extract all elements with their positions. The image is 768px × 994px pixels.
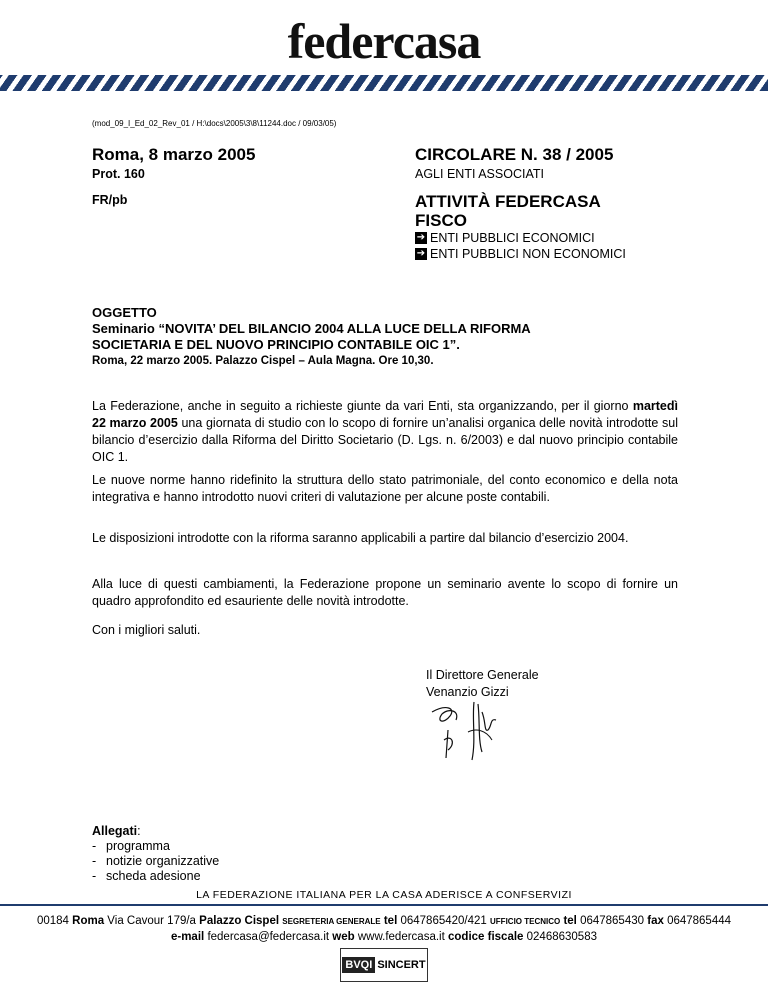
footer-contacts [0, 931, 768, 943]
subject-line-3: Roma, 22 marzo 2005. Palazzo Cispel – Aula Magna. Ore 10,30. [92, 355, 434, 367]
attachment-item [92, 854, 219, 869]
footer-fax-label: fax [647, 915, 664, 927]
list-dash: - [92, 869, 97, 883]
body-paragraph-2: Le nuove norme hanno ridefinito la struttura dello stato patrimoniale, del conto economico e della nota integrativa e hanno introdotto nuovi criteri di valutazione per alcune poste contabili. [92, 473, 678, 504]
activity-title: ATTIVITÀ FEDERCASA [415, 192, 601, 211]
body-text: una giornata di studio con lo scopo di fornire un’analisi organica delle novità introdotte sul bilancio d’esercizio dalla Riforma del Diritto Societario (D. Lgs. n. 6/2003) e dal nuovo principio contabile OIC 1. [92, 416, 678, 464]
header-stripe [0, 75, 768, 91]
attachment-label: scheda adesione [106, 869, 201, 883]
footer-seg-label: SEGRETERIA GENERALE [282, 917, 381, 926]
attachment-label: programma [106, 839, 170, 853]
body-paragraph-1 [92, 398, 678, 466]
target-item [415, 230, 626, 246]
footer-cf-label: codice fiscale [448, 931, 524, 943]
sincert-mark: SINCERT [377, 959, 426, 971]
subject-block [92, 305, 531, 369]
arrow-right-icon: ➔ [416, 248, 426, 259]
subject-line-2: SOCIETARIA E DEL NUOVO PRINCIPIO CONTABILE OIC 1”. [92, 337, 460, 352]
body-paragraph-4: Alla luce di questi cambiamenti, la Federazione propone un seminario avente lo scopo di fornire un quadro approfondito ed esauriente delle novità introdotte. [92, 577, 678, 608]
activity-area: FISCO [415, 211, 467, 230]
arrow-right-icon: ➔ [416, 232, 426, 243]
footer-tech-tel: 0647865430 [580, 915, 645, 927]
footer-divider [0, 904, 768, 906]
circolare-number: CIRCOLARE N. 38 / 2005 [415, 145, 614, 164]
target-item [415, 246, 626, 262]
document-reference: (mod_09_I_Ed_02_Rev_01 / H:\docs\2005\3\8\11244.doc / 09/03/05) [92, 119, 337, 128]
list-dash: - [92, 854, 97, 868]
attachments-heading [92, 824, 219, 839]
target-label: ENTI PUBBLICI ECONOMICI [430, 231, 595, 245]
attachments-block [92, 824, 219, 884]
recipients: AGLI ENTI ASSOCIATI [415, 167, 544, 181]
list-dash: - [92, 839, 97, 853]
footer-building: Palazzo Cispel [199, 915, 280, 927]
attachment-item [92, 839, 219, 854]
letter-date: Roma, 8 marzo 2005 [92, 145, 256, 164]
footer-tech-label: UFFICIO TECNICO [490, 917, 561, 926]
footer-cf: 02468630583 [526, 931, 597, 943]
footer-email-label: e-mail [170, 931, 205, 943]
signature-block [426, 667, 539, 701]
subject-label: OGGETTO [92, 305, 157, 320]
attachments-label: Allegati [92, 824, 138, 838]
footer-address [0, 915, 768, 927]
bvqi-mark: BVQI [342, 957, 375, 973]
footer-tel-label: tel [383, 915, 398, 927]
body-text: La Federazione, anche in seguito a richieste giunte da vari Enti, sta organizzando, per il giorno [92, 399, 633, 413]
body-paragraph-3: Le disposizioni introdotte con la riforma saranno applicabili a partire dal bilancio d’esercizio 2004. [92, 531, 629, 545]
author-initials: FR/pb [92, 193, 128, 207]
footer-city: Roma [72, 915, 105, 927]
attachment-item [92, 869, 219, 884]
attachments-colon: : [137, 824, 141, 838]
confservizi-notice: LA FEDERAZIONE ITALIANA PER LA CASA ADERISCE A CONFSERVIZI [196, 889, 572, 901]
subject-line-1: Seminario “NOVITA’ DEL BILANCIO 2004 ALLA LUCE DELLA RIFORMA [92, 321, 531, 336]
footer-street: Via Cavour 179/a [107, 915, 196, 927]
handwritten-signature [426, 700, 506, 770]
target-list [415, 230, 626, 262]
body-paragraph-5: Con i migliori saluti. [92, 623, 201, 637]
protocol-number: Prot. 160 [92, 167, 145, 181]
signatory-name: Venanzio Gizzi [426, 685, 509, 699]
target-label: ENTI PUBBLICI NON ECONOMICI [430, 247, 626, 261]
footer-web[interactable]: www.federcasa.it [357, 931, 445, 943]
footer-tel-label: tel [563, 915, 577, 927]
federcasa-logo: federcasa [287, 13, 481, 69]
body-emphasis: martedì 22 marzo 2005 [92, 399, 678, 430]
attachment-label: notizie organizzative [106, 854, 220, 868]
footer-fax: 0647865444 [667, 915, 732, 927]
footer-web-label: web [332, 931, 355, 943]
signatory-role: Il Direttore Generale [426, 668, 539, 682]
footer-seg-tel: 0647865420/421 [400, 915, 487, 927]
certification-logo [340, 948, 428, 982]
footer-email[interactable]: federcasa@federcasa.it [207, 931, 330, 943]
footer-cap: 00184 [36, 915, 69, 927]
